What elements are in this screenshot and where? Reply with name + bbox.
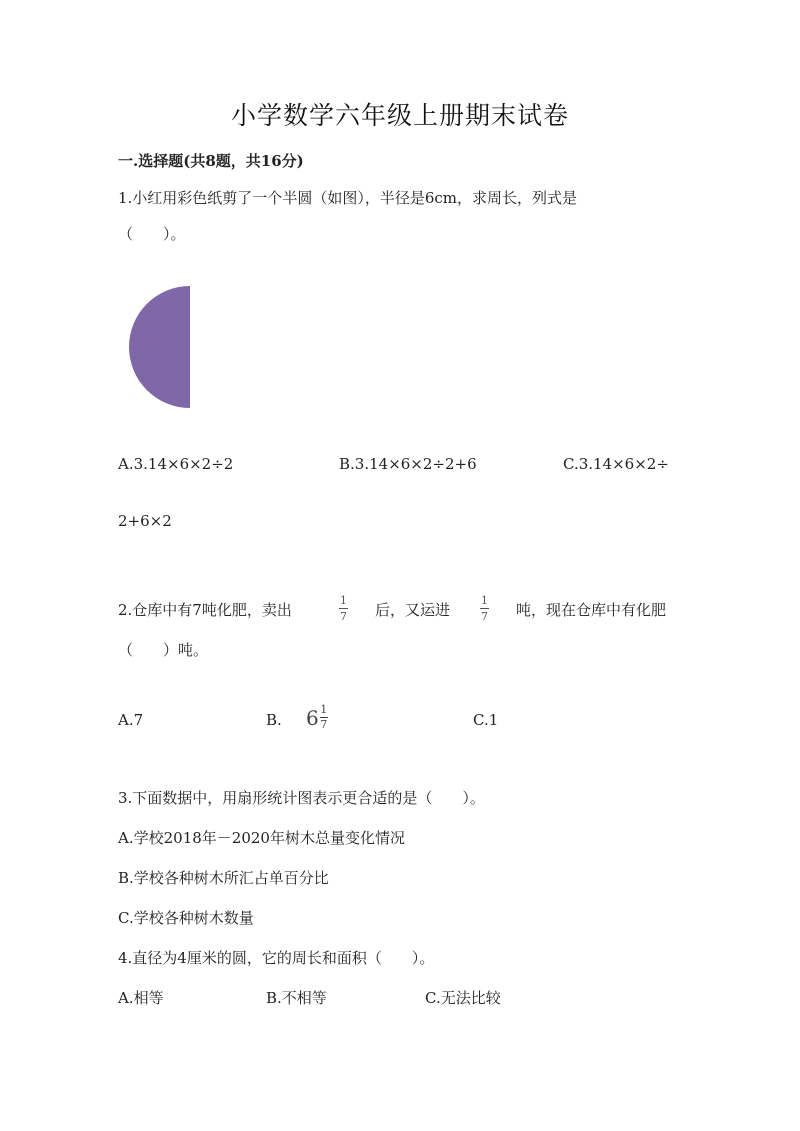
q2-option-c[interactable]: C.1 <box>473 711 499 729</box>
q1-stem-line2: （ ）。 <box>118 225 186 243</box>
q4-option-c[interactable]: C.无法比较 <box>425 989 501 1007</box>
q1-option-c-continued: 2+6×2 <box>118 512 172 530</box>
fraction-bar <box>480 608 489 609</box>
q2-option-b[interactable]: B. <box>266 711 282 729</box>
q4-option-b[interactable]: B.不相等 <box>266 989 327 1007</box>
fraction-denominator: 7 <box>340 610 347 623</box>
semicircle-shape <box>129 286 190 408</box>
q3-stem: 3.下面数据中，用扇形统计图表示更合适的是（ ）。 <box>118 789 485 807</box>
page-title: 小学数学六年级上册期末试卷 <box>230 101 569 130</box>
q2-stem-part3: 吨，现在仓库中有化肥 <box>516 601 667 619</box>
q1-stem-line1: 1.小红用彩色纸剪了一个半圆（如图），半径是6cm，求周长，列式是 <box>118 189 577 207</box>
q1-option-a[interactable]: A.3.14×6×2÷2 <box>118 455 234 473</box>
fraction-bar <box>339 608 348 609</box>
q2-option-a[interactable]: A.7 <box>118 711 144 729</box>
q2-fraction-1 <box>339 594 348 623</box>
q4-stem: 4.直径为4厘米的圆，它的周长和面积（ ）。 <box>118 949 435 967</box>
q3-option-c[interactable]: C.学校各种树木数量 <box>118 909 254 927</box>
q2-fraction-2 <box>480 594 489 623</box>
q1-option-b[interactable]: B.3.14×6×2÷2+6 <box>339 455 477 473</box>
q2-option-b-mixed-number <box>306 704 328 731</box>
q2-stem-part1: 2.仓库中有7吨化肥，卖出 <box>118 601 292 619</box>
q2-stem-part2: 后，又运进 <box>375 601 451 619</box>
q4-option-a[interactable]: A.相等 <box>118 989 164 1007</box>
q3-option-a[interactable]: A.学校2018年－2020年树木总量变化情况 <box>118 829 405 847</box>
fraction-numerator: 1 <box>481 594 488 607</box>
fraction-denominator: 7 <box>320 718 328 731</box>
q3-option-b[interactable]: B.学校各种树木所汇占单百分比 <box>118 869 329 887</box>
semicircle-figure <box>128 284 194 410</box>
fraction-denominator: 7 <box>481 610 488 623</box>
mixed-whole: 6 <box>306 705 319 730</box>
mixed-fraction <box>320 704 328 731</box>
section-heading: 一.选择题(共8题，共16分) <box>118 152 304 170</box>
fraction-numerator: 1 <box>340 594 347 607</box>
fraction-numerator: 1 <box>320 703 328 716</box>
q1-option-c[interactable]: C.3.14×6×2÷ <box>563 455 669 473</box>
q2-stem-line2: （ ）吨。 <box>118 641 209 659</box>
